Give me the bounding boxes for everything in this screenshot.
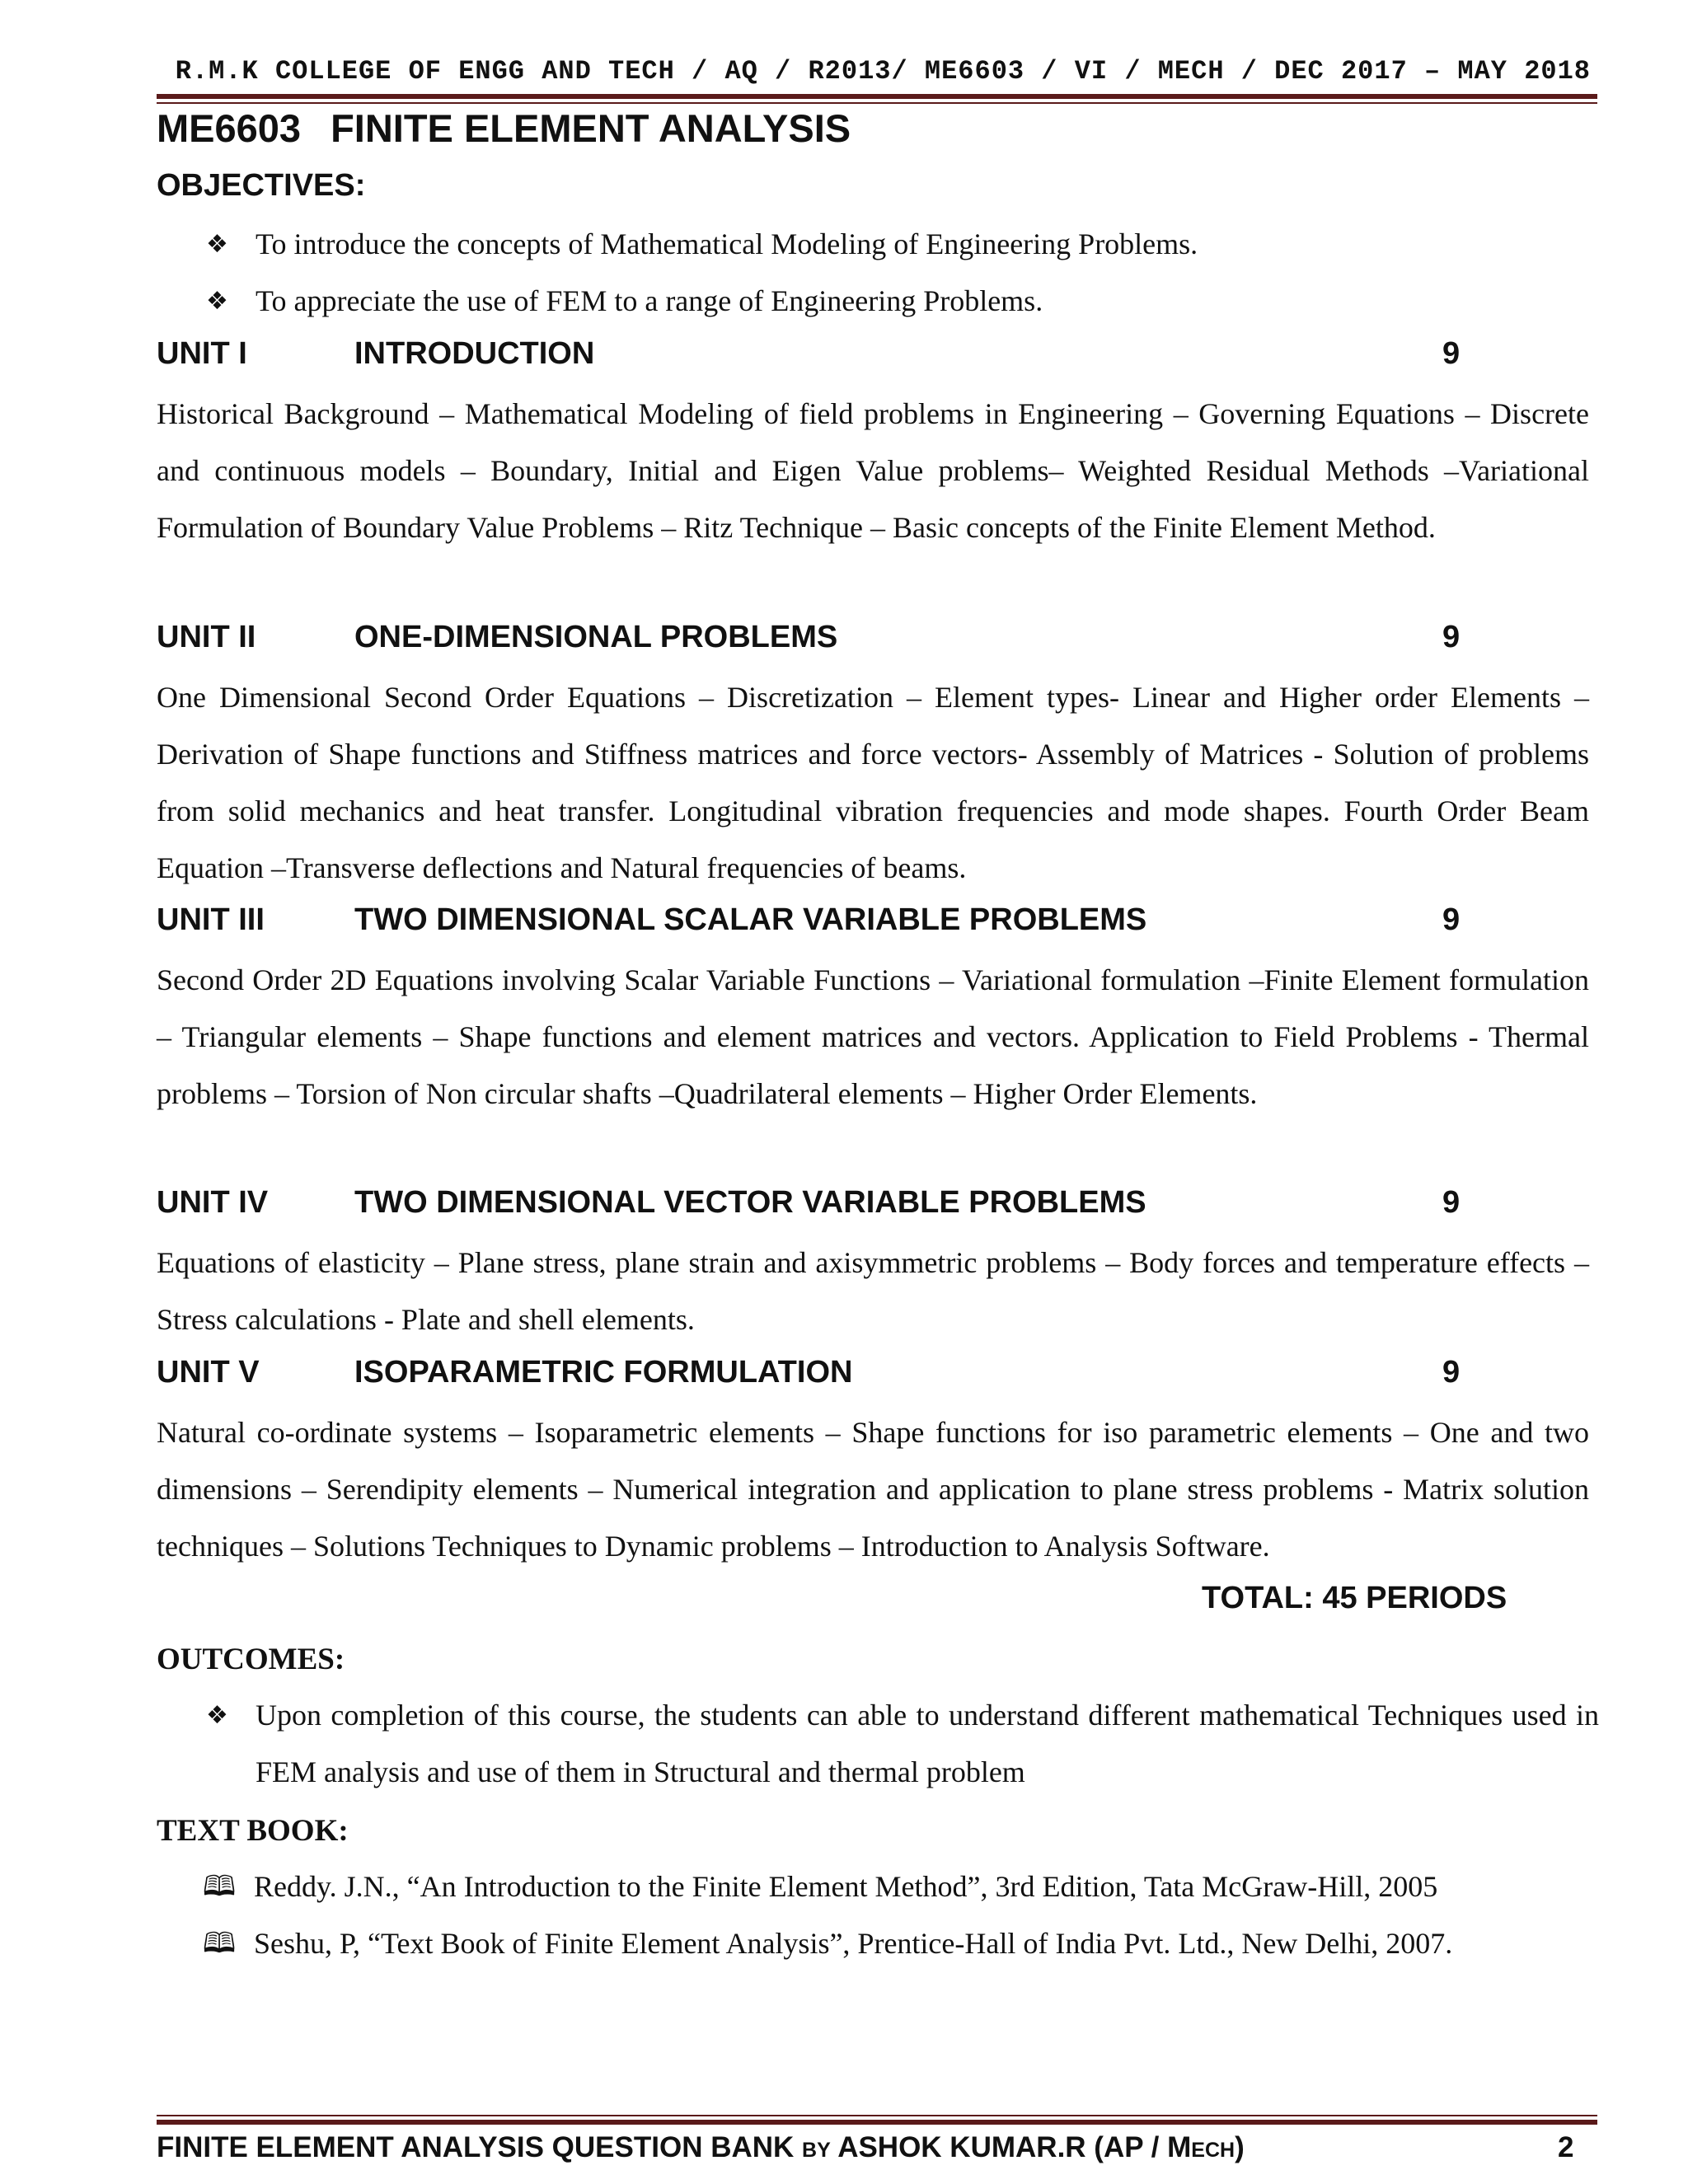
unit-hours: 9: [1442, 902, 1461, 937]
objective-item: ❖ To introduce the concepts of Mathematical Modeling of Engineering Problems.: [206, 216, 1599, 273]
diamond-bullet-icon: ❖: [206, 287, 228, 316]
outcomes-heading: OUTCOMES:: [157, 1643, 345, 1676]
unit-heading: [157, 1185, 1459, 1226]
unit-label: UNIT I: [157, 336, 247, 371]
unit-heading: [157, 336, 1459, 377]
unit-title: ISOPARAMETRIC FORMULATION: [354, 1355, 853, 1390]
unit-title: ONE-DIMENSIONAL PROBLEMS: [354, 620, 838, 654]
textbook-item: 🕮 Reddy. J.N., “An Introduction to the Finite Element Method”, 3rd Edition, Tata McGraw-Hill, 2005: [203, 1858, 1589, 1915]
unit-heading: [157, 902, 1459, 944]
unit-hours: 9: [1442, 620, 1461, 654]
unit-content: Historical Background – Mathematical Modeling of field problems in Engineering – Governing Equations – Discrete and continuous models – Boundary, Initial and Eigen Value problems– Weighted Residual Methods –Variational Formulation of Boundary Value Problems – Ritz Technique – Basic concepts of the Finite Element Method.: [157, 397, 1589, 544]
open-book-icon: 🕮: [203, 1927, 237, 1960]
objective-item: ❖ To appreciate the use of FEM to a range of Engineering Problems.: [206, 273, 1599, 330]
footer-rule-thick: [157, 2120, 1597, 2125]
unit-content: One Dimensional Second Order Equations – Discretization – Element types- Linear and Higher order Elements – Derivation of Shape functions and Stiffness matrices and force vectors- Assembly of Matrices - Solution of problems from solid mechanics and heat transfer. Longitudinal vibration frequencies and mode shapes. Fourth Order Beam Equation –Transverse deflections and Natural frequencies of beams.: [157, 681, 1589, 884]
unit-heading: [157, 1355, 1459, 1396]
textbook-item: 🕮 Seshu, P, “Text Book of Finite Element Analysis”, Prentice-Hall of India Pvt. Ltd., New Delhi, 2007.: [203, 1915, 1589, 1972]
unit-label: UNIT IV: [157, 1185, 269, 1220]
outcome-item: ❖ Upon completion of this course, the students can able to understand different mathematical Techniques used in FEM analysis and use of them in Structural and thermal problem: [206, 1687, 1599, 1801]
unit-content: Equations of elasticity – Plane stress, plane strain and axisymmetric problems – Body forces and temperature effects – Stress calculations - Plate and shell elements.: [157, 1246, 1589, 1336]
page-footer: FINITE ELEMENT ANALYSIS QUESTION BANK by ASHOK KUMAR.R (AP / Mech): [157, 2131, 1245, 2163]
textbook-heading: TEXT BOOK:: [157, 1814, 349, 1848]
unit-hours: 9: [1442, 1355, 1461, 1390]
course-code: ME6603: [157, 106, 302, 150]
total-periods: TOTAL: 45 PERIODS: [1202, 1581, 1507, 1615]
unit-content: Second Order 2D Equations involving Scalar Variable Functions – Variational formulation –Finite Element formulation – Triangular elements – Shape functions and element matrices and vectors. Application to Field Problems - Thermal problems – Torsion of Non circular shafts –Quadrilateral elements – Higher Order Elements.: [157, 963, 1589, 1110]
unit-heading: [157, 620, 1459, 661]
unit-title: INTRODUCTION: [354, 336, 595, 371]
unit-content: Natural co-ordinate systems – Isoparametric elements – Shape functions for iso parametric elements – One and two dimensions – Serendipity elements – Numerical integration and application to plane stress problems - Matrix solution techniques – Solutions Techniques to Dynamic problems – Introduction to Analysis Software.: [157, 1416, 1589, 1563]
course-name: FINITE ELEMENT ANALYSIS: [331, 106, 851, 150]
header-rule-thin: [157, 102, 1597, 104]
open-book-icon: 🕮: [203, 1870, 237, 1903]
unit-label: UNIT III: [157, 902, 265, 937]
page-header: R.M.K COLLEGE OF ENGG AND TECH / AQ / R2013/ ME6603 / VI / MECH / DEC 2017 – MAY 2018: [175, 56, 1591, 87]
diamond-bullet-icon: ❖: [206, 1701, 228, 1730]
header-rule-thick: [157, 94, 1597, 99]
objectives-heading: OBJECTIVES:: [157, 168, 366, 203]
unit-hours: 9: [1442, 1185, 1461, 1220]
unit-title: TWO DIMENSIONAL VECTOR VARIABLE PROBLEMS: [354, 1185, 1146, 1220]
page-number: 2: [1558, 2131, 1574, 2163]
unit-label: UNIT II: [157, 620, 256, 654]
diamond-bullet-icon: ❖: [206, 230, 228, 259]
footer-rule-thin: [157, 2115, 1597, 2116]
unit-hours: 9: [1442, 336, 1461, 371]
course-title: [157, 105, 851, 151]
unit-label: UNIT V: [157, 1355, 260, 1390]
unit-title: TWO DIMENSIONAL SCALAR VARIABLE PROBLEMS: [354, 902, 1147, 937]
